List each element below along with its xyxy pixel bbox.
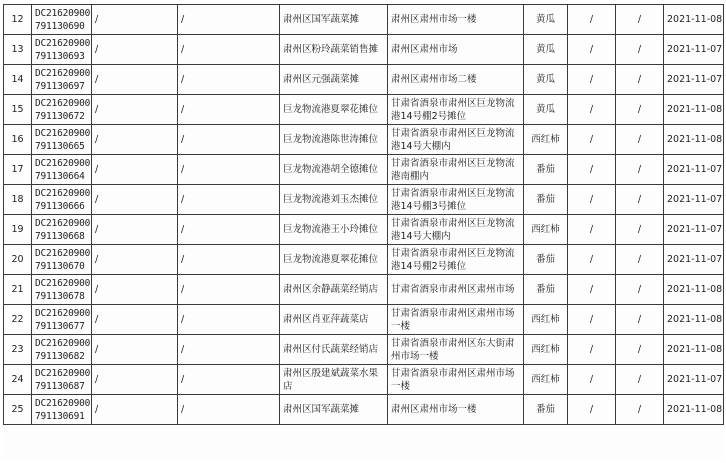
table-body: [4, 5, 724, 425]
food-name: 西红柿: [524, 305, 568, 335]
manufacturer-address: /: [178, 155, 280, 185]
sampled-unit-address: 肃州区肃州市场一楼: [388, 5, 524, 35]
manufacturer-address: /: [178, 125, 280, 155]
sample-code: DC21620900 791130677: [32, 305, 92, 335]
manufacturer-address: /: [178, 185, 280, 215]
production-date: 2021-11-07: [664, 155, 724, 185]
sample-code: DC21620900 791130697: [32, 65, 92, 95]
table-row: [4, 335, 724, 365]
row-number: 21: [4, 275, 32, 305]
trademark: /: [616, 275, 664, 305]
sample-code: DC21620900 791130672: [32, 95, 92, 125]
table-row: [4, 185, 724, 215]
trademark: /: [616, 305, 664, 335]
specification: /: [568, 305, 616, 335]
sample-code: DC21620900 791130664: [32, 155, 92, 185]
table-row: [4, 215, 724, 245]
manufacturer-name: /: [92, 395, 178, 425]
row-number: 12: [4, 5, 32, 35]
sampled-unit-address: 甘肃省酒泉市肃州区巨龙物流港14号棚2号摊位: [388, 95, 524, 125]
manufacturer-name: /: [92, 275, 178, 305]
food-name: 西红柿: [524, 335, 568, 365]
row-number: 25: [4, 395, 32, 425]
table-row: [4, 365, 724, 395]
manufacturer-name: /: [92, 335, 178, 365]
sampled-unit-name: 巨龙物流港夏翠花摊位: [280, 95, 388, 125]
manufacturer-name: /: [92, 35, 178, 65]
specification: /: [568, 95, 616, 125]
sample-code: DC21620900 791130678: [32, 275, 92, 305]
manufacturer-name: /: [92, 185, 178, 215]
manufacturer-name: /: [92, 5, 178, 35]
specification: /: [568, 245, 616, 275]
table-row: [4, 395, 724, 425]
specification: /: [568, 335, 616, 365]
sampled-unit-name: 巨龙物流港胡全德摊位: [280, 155, 388, 185]
row-number: 24: [4, 365, 32, 395]
table-row: [4, 95, 724, 125]
manufacturer-address: /: [178, 95, 280, 125]
production-date: 2021-11-07: [664, 35, 724, 65]
food-name: 西红柿: [524, 365, 568, 395]
production-date: 2021-11-07: [664, 365, 724, 395]
sampled-unit-name: 肃州区殷建斌蔬菜水果店: [280, 365, 388, 395]
sampled-unit-address: 甘肃省酒泉市肃州区肃州市场一楼: [388, 305, 524, 335]
manufacturer-address: /: [178, 365, 280, 395]
sampled-unit-address: 甘肃省酒泉市肃州区巨龙物流港14号棚2号摊位: [388, 245, 524, 275]
sampled-unit-name: 巨龙物流港王小玲摊位: [280, 215, 388, 245]
document-page: [3, 4, 723, 460]
food-name: 番茄: [524, 245, 568, 275]
sampling-results-table: [3, 4, 724, 425]
sampled-unit-name: 肃州区粉玲蔬菜销售摊: [280, 35, 388, 65]
manufacturer-address: /: [178, 275, 280, 305]
sample-code: DC21620900 791130668: [32, 215, 92, 245]
sampled-unit-address: 甘肃省酒泉市肃州区肃州市场: [388, 275, 524, 305]
specification: /: [568, 125, 616, 155]
sampled-unit-address: 甘肃省酒泉市肃州区东大街肃州市场一楼: [388, 335, 524, 365]
food-name: 番茄: [524, 155, 568, 185]
specification: /: [568, 5, 616, 35]
sampled-unit-address: 甘肃省酒泉市肃州区巨龙物流港14号大棚内: [388, 215, 524, 245]
sampled-unit-name: 巨龙物流港刘玉杰摊位: [280, 185, 388, 215]
manufacturer-name: /: [92, 155, 178, 185]
trademark: /: [616, 365, 664, 395]
specification: /: [568, 65, 616, 95]
sampled-unit-address: 肃州区肃州市场一楼: [388, 395, 524, 425]
sampled-unit-name: 肃州区元强蔬菜摊: [280, 65, 388, 95]
specification: /: [568, 275, 616, 305]
manufacturer-address: /: [178, 65, 280, 95]
trademark: /: [616, 125, 664, 155]
manufacturer-name: /: [92, 125, 178, 155]
sample-code: DC21620900 791130666: [32, 185, 92, 215]
manufacturer-address: /: [178, 245, 280, 275]
trademark: /: [616, 35, 664, 65]
manufacturer-name: /: [92, 365, 178, 395]
manufacturer-address: /: [178, 5, 280, 35]
food-name: 黄瓜: [524, 95, 568, 125]
row-number: 23: [4, 335, 32, 365]
row-number: 13: [4, 35, 32, 65]
table-row: [4, 125, 724, 155]
table-row: [4, 65, 724, 95]
sampled-unit-name: 肃州区付氏蔬菜经销店: [280, 335, 388, 365]
sampled-unit-name: 巨龙物流港陈世涛摊位: [280, 125, 388, 155]
sample-code: DC21620900 791130690: [32, 5, 92, 35]
sampled-unit-address: 甘肃省酒泉市肃州区肃州市场一楼: [388, 365, 524, 395]
row-number: 17: [4, 155, 32, 185]
table-row: [4, 275, 724, 305]
sampled-unit-address: 甘肃省酒泉市肃州区巨龙物流港南棚内: [388, 155, 524, 185]
food-name: 番茄: [524, 185, 568, 215]
sampled-unit-name: 肃州区国军蔬菜摊: [280, 395, 388, 425]
trademark: /: [616, 335, 664, 365]
production-date: 2021-11-08: [664, 395, 724, 425]
production-date: 2021-11-07: [664, 215, 724, 245]
sampled-unit-name: 肃州区余静蔬菜经销店: [280, 275, 388, 305]
production-date: 2021-11-07: [664, 245, 724, 275]
table-row: [4, 305, 724, 335]
food-name: 番茄: [524, 395, 568, 425]
table-row: [4, 245, 724, 275]
specification: /: [568, 155, 616, 185]
production-date: 2021-11-07: [664, 65, 724, 95]
food-name: 黄瓜: [524, 5, 568, 35]
manufacturer-address: /: [178, 215, 280, 245]
trademark: /: [616, 395, 664, 425]
food-name: 黄瓜: [524, 35, 568, 65]
manufacturer-address: /: [178, 335, 280, 365]
trademark: /: [616, 5, 664, 35]
production-date: 2021-11-08: [664, 5, 724, 35]
trademark: /: [616, 155, 664, 185]
sample-code: DC21620900 791130687: [32, 365, 92, 395]
manufacturer-name: /: [92, 95, 178, 125]
trademark: /: [616, 245, 664, 275]
food-name: 黄瓜: [524, 65, 568, 95]
row-number: 18: [4, 185, 32, 215]
trademark: /: [616, 95, 664, 125]
sample-code: DC21620900 791130693: [32, 35, 92, 65]
sampled-unit-name: 肃州区国军蔬菜摊: [280, 5, 388, 35]
sampled-unit-name: 肃州区肖亚萍蔬菜店: [280, 305, 388, 335]
table-row: [4, 5, 724, 35]
specification: /: [568, 185, 616, 215]
manufacturer-name: /: [92, 65, 178, 95]
row-number: 20: [4, 245, 32, 275]
sample-code: DC21620900 791130682: [32, 335, 92, 365]
specification: /: [568, 215, 616, 245]
row-number: 19: [4, 215, 32, 245]
table-row: [4, 35, 724, 65]
production-date: 2021-11-08: [664, 125, 724, 155]
production-date: 2021-11-08: [664, 335, 724, 365]
sample-code: DC21620900 791130691: [32, 395, 92, 425]
manufacturer-name: /: [92, 305, 178, 335]
sample-code: DC21620900 791130670: [32, 245, 92, 275]
row-number: 15: [4, 95, 32, 125]
sampled-unit-address: 肃州区肃州市场: [388, 35, 524, 65]
production-date: 2021-11-07: [664, 185, 724, 215]
production-date: 2021-11-08: [664, 95, 724, 125]
manufacturer-address: /: [178, 395, 280, 425]
trademark: /: [616, 65, 664, 95]
manufacturer-address: /: [178, 305, 280, 335]
table-row: [4, 155, 724, 185]
row-number: 16: [4, 125, 32, 155]
food-name: 番茄: [524, 275, 568, 305]
sampled-unit-address: 甘肃省酒泉市肃州区巨龙物流港14号大棚内: [388, 125, 524, 155]
trademark: /: [616, 185, 664, 215]
food-name: 西红柿: [524, 125, 568, 155]
manufacturer-address: /: [178, 35, 280, 65]
specification: /: [568, 365, 616, 395]
sampled-unit-name: 巨龙物流港夏翠花摊位: [280, 245, 388, 275]
specification: /: [568, 395, 616, 425]
sample-code: DC21620900 791130665: [32, 125, 92, 155]
row-number: 14: [4, 65, 32, 95]
row-number: 22: [4, 305, 32, 335]
specification: /: [568, 35, 616, 65]
sampled-unit-address: 甘肃省酒泉市肃州区巨龙物流港14号棚3号摊位: [388, 185, 524, 215]
manufacturer-name: /: [92, 215, 178, 245]
manufacturer-name: /: [92, 245, 178, 275]
food-name: 西红柿: [524, 215, 568, 245]
sampled-unit-address: 肃州区肃州市场二楼: [388, 65, 524, 95]
production-date: 2021-11-08: [664, 275, 724, 305]
production-date: 2021-11-08: [664, 305, 724, 335]
trademark: /: [616, 215, 664, 245]
